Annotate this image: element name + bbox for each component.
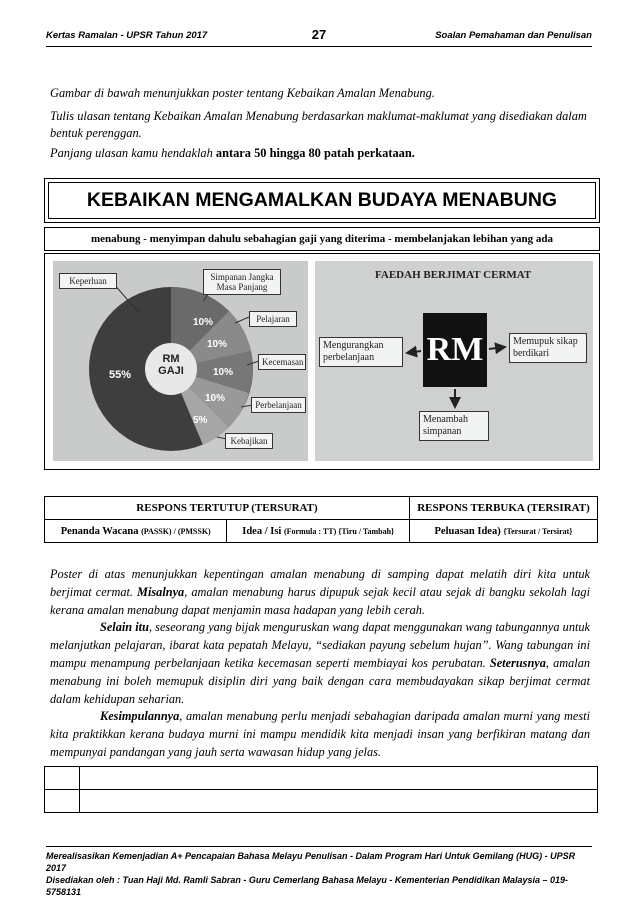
intro-line-3-bold: antara 50 hingga 80 patah perkataan. (215, 146, 415, 160)
pct-3: 10% (213, 367, 234, 378)
essay-p1-text: Poster di atas menunjukkan kepentingan amalan menabung di samping dapat melatih diri kita untuk berjimat cermat. (50, 567, 590, 599)
idea-isi-sub: (Formula : TT) {Tiru / Tambah} (283, 526, 395, 536)
page-number: 27 (311, 27, 327, 42)
intro-line-3 (50, 145, 590, 162)
penanda-wacana-sub: (PASSK) / (PMSSK) (141, 526, 211, 536)
label-keperluan: Keperluan (59, 273, 117, 289)
poster-images (44, 253, 600, 470)
respons-tertutup: RESPONS TERTUTUP (TERSURAT) (45, 497, 410, 520)
intro-line-1: Gambar di bawah menunjukkan poster tentang Kebaikan Amalan Menabung. (50, 86, 435, 100)
pct-2: 10% (207, 339, 228, 350)
pie-center-label (153, 353, 189, 377)
thrift-benefits-image (315, 261, 593, 461)
idea-isi-cell (227, 520, 409, 543)
label-pelajaran: Pelajaran (249, 311, 297, 327)
label-simpanan: Simpanan Jangka Masa Panjang (203, 269, 281, 295)
writing-cell (80, 790, 598, 813)
pct-5: 5% (193, 415, 208, 426)
essay-paragraph-2 (50, 619, 590, 708)
poster-title-frame (44, 178, 600, 223)
essay-p3-text: , amalan menabung perlu menjadi sebahagian daripada amalan murni yang mesti kita praktikkan kerana budaya murni ini mampu mendidik kita menjadi insan yang berfikiran matang dan mempunyai pandangan yang jauh serta wawasan hidup yang jelas. (50, 709, 590, 759)
idea-isi: Idea / Isi (242, 525, 282, 537)
respons-terbuka: RESPONS TERBUKA (TERSIRAT) (409, 497, 597, 520)
box-menambah: Menambah simpanan (419, 411, 489, 441)
essay-p1-bold: Misalnya (137, 584, 185, 599)
intro-line-3-text: Panjang ulasan kamu hendaklah (50, 146, 216, 160)
writing-row (45, 790, 598, 813)
salary-pie-image (53, 261, 308, 461)
label-perbelanjaan: Perbelanjaan (251, 397, 306, 413)
essay-p2-rest: , amalan menabung ini boleh memupuk disiplin diri yang baik dengan cara membudayakan sikap berjimat cermat dalam kehidupan seharian. (50, 655, 590, 706)
pct-1: 10% (193, 317, 214, 328)
box-memupuk: Memupuk sikap berdikari (509, 333, 587, 363)
row-number-cell (45, 790, 80, 813)
pie-center-rm: RM (162, 353, 180, 365)
writing-row (45, 767, 598, 790)
peluasan-idea: Peluasan Idea) (434, 525, 501, 537)
page-footer (46, 846, 592, 898)
rm-block: RM (423, 313, 487, 387)
footer-line-1: Merealisasikan Kemenjadian A+ Pencapaian Bahasa Melayu Penulisan - Dalam Program Hari Untuk Gemilang (HUG) - UPSR 2017 (46, 851, 576, 873)
poster-title: KEBAIKAN MENGAMALKAN BUDAYA MENABUNG (48, 182, 596, 219)
pie-center-gaji: GAJI (158, 365, 184, 377)
penanda-wacana: Penanda Wacana (60, 525, 139, 537)
response-table (44, 496, 598, 543)
peluasan-idea-sub: {Tersurat / Tersirat} (503, 526, 573, 536)
peluasan-idea-cell (409, 520, 597, 543)
header-left: Kertas Ramalan - UPSR Tahun 2017 (46, 30, 208, 41)
page-header (46, 26, 592, 47)
label-kecemasan: Kecemasan (258, 354, 306, 370)
pct-4: 10% (205, 393, 226, 404)
essay-paragraph-3 (50, 708, 590, 761)
essay-p2-text: , seseorang yang bijak menguruskan wang dapat menggunakan wang tabungannya untuk melanjutkan pelajaran, ibarat kata pepatah Melayu, “sediakan payung sebelum hujan”. Wang tabungan ini mampu menampung perbelanjaan ketika kecemasan seperti membiayai kos perubatan. (50, 620, 590, 670)
essay-p1-rest: , amalan menabung harus dipupuk sejak kecil atau sejak di bangku sekolah lagi kerana amalan menabung dapat menjamin masa hadapan yang lebih cerah. (50, 584, 590, 617)
essay-paragraph-1 (50, 566, 590, 619)
label-kebajikan: Kebajikan (225, 433, 273, 449)
box-mengurangkan: Mengurangkan perbelanjaan (319, 337, 403, 367)
header-right: Soalan Pemahaman dan Penulisan (435, 30, 592, 41)
pct-main: 55% (109, 369, 132, 381)
penanda-wacana-cell (45, 520, 227, 543)
intro-line-2: Tulis ulasan tentang Kebaikan Amalan Menabung berdasarkan maklumat-maklumat yang disediakan dalam bentuk perenggan. (50, 109, 587, 140)
row-number-cell (45, 767, 80, 790)
keywords-bar: menabung - menyimpan dahulu sebahagian gaji yang diterima - membelanjakan lebihan yang ada (44, 227, 600, 251)
essay-p2-bold: Selain itu (100, 620, 149, 635)
benefits-title: FAEDAH BERJIMAT CERMAT (375, 269, 532, 281)
writing-cell (80, 767, 598, 790)
footer-line-2: Disediakan oleh : Tuan Haji Md. Ramli Sabran - Guru Cemerlang Bahasa Melayu - Kementerian Pendidikan Malaysia – 019-5758131 (46, 875, 568, 897)
essay-p3-bold: Kesimpulannya (100, 709, 180, 724)
benefit-arrows (315, 261, 593, 461)
essay-p2-bold-2: Seterusnya (489, 655, 546, 670)
sample-essay (50, 566, 590, 762)
writing-lines (44, 766, 598, 813)
